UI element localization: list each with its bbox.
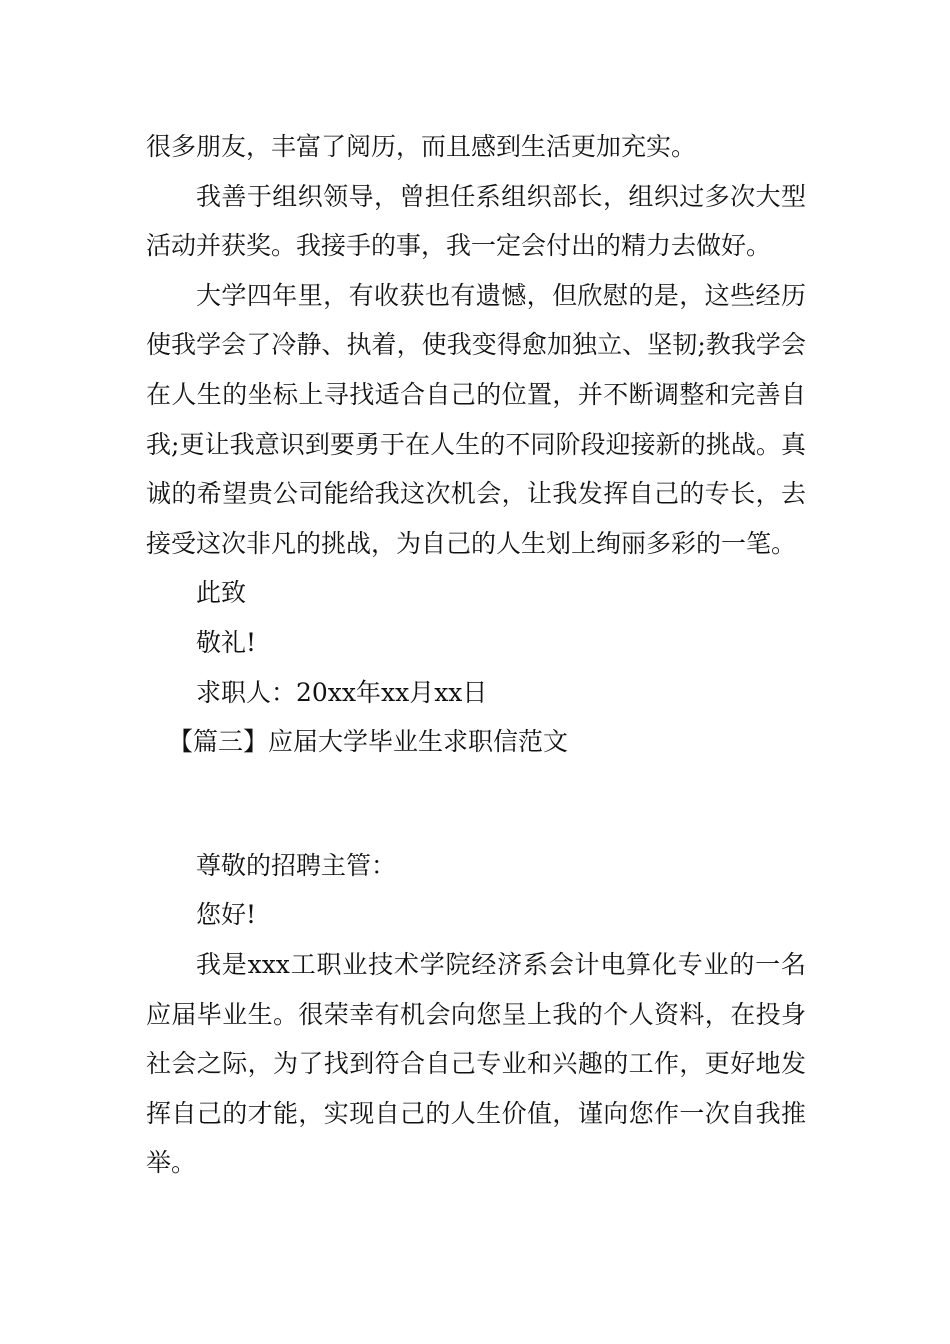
- signature-line: 求职人：20xx年xx月xx日: [196, 677, 488, 707]
- paragraph-leadership: 我善于组织领导，曾担任系组织部长，组织过多次大型活动并获奖。我接手的事，我一定会付出的精力去做好。: [146, 181, 806, 261]
- paragraph-introduction: 我是xxx工职业技术学院经济系会计电算化专业的一名应届毕业生。很荣幸有机会向您呈上我的个人资料，在投身社会之际，为了找到符合自己专业和兴趣的工作，更好地发挥自己的才能，实现自己的人生价值，谨向您作一次自我推举。: [146, 949, 806, 1178]
- greeting: 您好!: [196, 900, 257, 930]
- paragraph-continuation: 很多朋友，丰富了阅历，而且感到生活更加充实。: [146, 132, 697, 161]
- paragraph-university-years: 大学四年里，有收获也有遗憾，但欣慰的是，这些经历使我学会了冷静、执着，使我变得愈加独立、坚韧;教我学会在人生的坐标上寻找适合自己的位置，并不断调整和完善自我;更让我意识到要勇于在人生的不同阶段迎接新的挑战。真诚的希望贵公司能给我这次机会，让我发挥自己的专长，去接受这次非凡的挑战，为自己的人生划上绚丽多彩的一笔。: [146, 280, 806, 558]
- closing-line-1: 此致: [196, 578, 247, 608]
- salutation: 尊敬的招聘主管：: [196, 850, 397, 880]
- letter-body: [146, 122, 806, 1188]
- section-heading: 【篇三】应届大学毕业生求职信范文: [168, 727, 569, 757]
- closing-line-2: 敬礼!: [196, 627, 257, 657]
- blank-spacer: [146, 767, 806, 841]
